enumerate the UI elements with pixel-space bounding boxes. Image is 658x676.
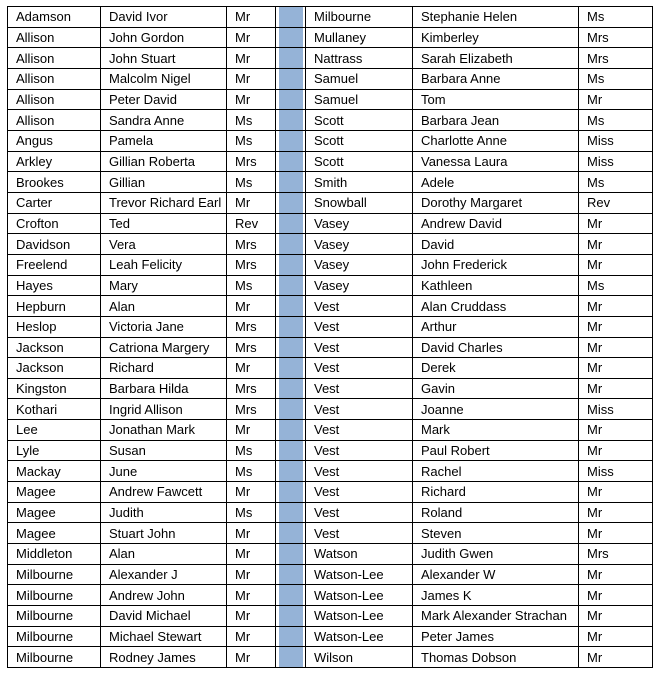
first-names-cell: Tom — [413, 89, 579, 110]
table-row — [8, 316, 653, 337]
title-cell: Mr — [227, 544, 276, 565]
first-names-cell: Pamela — [101, 130, 227, 151]
spacer-cell — [276, 585, 306, 606]
first-names-cell: Richard — [101, 358, 227, 379]
first-names-cell: Leah Felicity — [101, 254, 227, 275]
surname-cell: Davidson — [8, 234, 101, 255]
title-cell: Mr — [227, 626, 276, 647]
first-names-cell: Adele — [413, 172, 579, 193]
first-names-cell: Kathleen — [413, 275, 579, 296]
surname-cell: Vest — [306, 420, 413, 441]
first-names-cell: John Gordon — [101, 27, 227, 48]
surname-cell: Middleton — [8, 544, 101, 565]
table-row — [8, 523, 653, 544]
table-row — [8, 213, 653, 234]
surname-cell: Milbourne — [8, 606, 101, 627]
surname-cell: Adamson — [8, 7, 101, 28]
title-cell: Mr — [579, 482, 653, 503]
first-names-cell: Ingrid Allison — [101, 399, 227, 420]
first-names-cell: Peter James — [413, 626, 579, 647]
surname-cell: Kingston — [8, 378, 101, 399]
table-row — [8, 544, 653, 565]
title-cell: Ms — [227, 461, 276, 482]
surname-cell: Watson-Lee — [306, 626, 413, 647]
spacer-cell — [276, 502, 306, 523]
first-names-cell: Alexander W — [413, 564, 579, 585]
first-names-cell: Thomas Dobson — [413, 647, 579, 668]
title-cell: Mrs — [579, 27, 653, 48]
first-names-cell: Andrew John — [101, 585, 227, 606]
title-cell: Ms — [227, 502, 276, 523]
table-row — [8, 647, 653, 668]
first-names-cell: Andrew Fawcett — [101, 482, 227, 503]
spacer-cell — [276, 337, 306, 358]
surname-cell: Magee — [8, 502, 101, 523]
table-row — [8, 420, 653, 441]
surname-cell: Vest — [306, 337, 413, 358]
spacer-cell — [276, 89, 306, 110]
surname-cell: Vasey — [306, 213, 413, 234]
title-cell: Ms — [227, 440, 276, 461]
first-names-cell: Joanne — [413, 399, 579, 420]
surname-cell: Vasey — [306, 275, 413, 296]
surname-cell: Brookes — [8, 172, 101, 193]
first-names-cell: Judith — [101, 502, 227, 523]
surname-cell: Vest — [306, 316, 413, 337]
spacer-cell — [276, 296, 306, 317]
surname-cell: Watson-Lee — [306, 606, 413, 627]
first-names-cell: Sarah Elizabeth — [413, 48, 579, 69]
first-names-cell: Malcolm Nigel — [101, 68, 227, 89]
title-cell: Mrs — [227, 399, 276, 420]
names-table-body — [8, 7, 653, 668]
table-row — [8, 192, 653, 213]
title-cell: Mr — [579, 502, 653, 523]
first-names-cell: Rodney James — [101, 647, 227, 668]
table-row — [8, 564, 653, 585]
first-names-cell: Vera — [101, 234, 227, 255]
title-cell: Miss — [579, 130, 653, 151]
spacer-cell — [276, 378, 306, 399]
table-row — [8, 482, 653, 503]
surname-cell: Milbourne — [8, 585, 101, 606]
surname-cell: Magee — [8, 482, 101, 503]
title-cell: Mr — [227, 523, 276, 544]
surname-cell: Crofton — [8, 213, 101, 234]
title-cell: Mr — [227, 27, 276, 48]
first-names-cell: Barbara Hilda — [101, 378, 227, 399]
surname-cell: Vasey — [306, 234, 413, 255]
surname-cell: Allison — [8, 68, 101, 89]
surname-cell: Scott — [306, 130, 413, 151]
table-row — [8, 606, 653, 627]
first-names-cell: Richard — [413, 482, 579, 503]
surname-cell: Vest — [306, 399, 413, 420]
surname-cell: Mackay — [8, 461, 101, 482]
first-names-cell: Susan — [101, 440, 227, 461]
first-names-cell: Gillian — [101, 172, 227, 193]
title-cell: Mr — [579, 358, 653, 379]
surname-cell: Watson-Lee — [306, 585, 413, 606]
title-cell: Ms — [227, 110, 276, 131]
first-names-cell: Roland — [413, 502, 579, 523]
title-cell: Mr — [579, 647, 653, 668]
title-cell: Mrs — [227, 316, 276, 337]
first-names-cell: Stuart John — [101, 523, 227, 544]
title-cell: Ms — [227, 172, 276, 193]
spacer-cell — [276, 27, 306, 48]
first-names-cell: Barbara Anne — [413, 68, 579, 89]
surname-cell: Hayes — [8, 275, 101, 296]
first-names-cell: John Frederick — [413, 254, 579, 275]
surname-cell: Watson-Lee — [306, 564, 413, 585]
title-cell: Mrs — [227, 337, 276, 358]
title-cell: Mr — [227, 482, 276, 503]
spacer-cell — [276, 234, 306, 255]
spacer-cell — [276, 482, 306, 503]
table-row — [8, 626, 653, 647]
title-cell: Mr — [227, 48, 276, 69]
spacer-cell — [276, 7, 306, 28]
spacer-cell — [276, 358, 306, 379]
surname-cell: Allison — [8, 27, 101, 48]
title-cell: Mr — [227, 68, 276, 89]
spacer-cell — [276, 48, 306, 69]
surname-cell: Arkley — [8, 151, 101, 172]
spacer-cell — [276, 399, 306, 420]
surname-cell: Lee — [8, 420, 101, 441]
first-names-cell: Catriona Margery — [101, 337, 227, 358]
spacer-cell — [276, 192, 306, 213]
first-names-cell: Dorothy Margaret — [413, 192, 579, 213]
first-names-cell: Trevor Richard Earl — [101, 192, 227, 213]
surname-cell: Vest — [306, 461, 413, 482]
title-cell: Ms — [579, 172, 653, 193]
surname-cell: Wilson — [306, 647, 413, 668]
first-names-cell: Charlotte Anne — [413, 130, 579, 151]
surname-cell: Smith — [306, 172, 413, 193]
title-cell: Mr — [227, 192, 276, 213]
first-names-cell: James K — [413, 585, 579, 606]
title-cell: Miss — [579, 399, 653, 420]
spacer-cell — [276, 564, 306, 585]
table-row — [8, 337, 653, 358]
first-names-cell: Sandra Anne — [101, 110, 227, 131]
first-names-cell: Alan — [101, 296, 227, 317]
title-cell: Mrs — [227, 151, 276, 172]
spacer-cell — [276, 151, 306, 172]
first-names-cell: Derek — [413, 358, 579, 379]
surname-cell: Vasey — [306, 254, 413, 275]
table-row — [8, 254, 653, 275]
table-row — [8, 7, 653, 28]
spacer-cell — [276, 440, 306, 461]
spacer-cell — [276, 316, 306, 337]
spacer-cell — [276, 68, 306, 89]
table-row — [8, 440, 653, 461]
surname-cell: Lyle — [8, 440, 101, 461]
first-names-cell: June — [101, 461, 227, 482]
surname-cell: Vest — [306, 440, 413, 461]
title-cell: Mr — [227, 296, 276, 317]
title-cell: Mr — [227, 420, 276, 441]
title-cell: Mr — [579, 337, 653, 358]
spacer-cell — [276, 420, 306, 441]
table-row — [8, 130, 653, 151]
title-cell: Mr — [579, 420, 653, 441]
surname-cell: Kothari — [8, 399, 101, 420]
surname-cell: Scott — [306, 151, 413, 172]
title-cell: Mr — [579, 378, 653, 399]
title-cell: Mr — [579, 213, 653, 234]
table-row — [8, 68, 653, 89]
spacer-cell — [276, 254, 306, 275]
table-row — [8, 358, 653, 379]
surname-cell: Allison — [8, 110, 101, 131]
title-cell: Mr — [227, 7, 276, 28]
title-cell: Mrs — [579, 48, 653, 69]
first-names-cell: Jonathan Mark — [101, 420, 227, 441]
surname-cell: Milbourne — [8, 564, 101, 585]
table-row — [8, 296, 653, 317]
title-cell: Ms — [579, 68, 653, 89]
first-names-cell: Paul Robert — [413, 440, 579, 461]
surname-cell: Milbourne — [306, 7, 413, 28]
surname-cell: Vest — [306, 358, 413, 379]
title-cell: Mr — [579, 89, 653, 110]
first-names-cell: Mary — [101, 275, 227, 296]
surname-cell: Allison — [8, 89, 101, 110]
first-names-cell: David Ivor — [101, 7, 227, 28]
title-cell: Mr — [227, 89, 276, 110]
first-names-cell: Alan — [101, 544, 227, 565]
surname-cell: Snowball — [306, 192, 413, 213]
first-names-cell: Barbara Jean — [413, 110, 579, 131]
title-cell: Rev — [227, 213, 276, 234]
title-cell: Mrs — [227, 254, 276, 275]
title-cell: Mr — [579, 564, 653, 585]
surname-cell: Freelend — [8, 254, 101, 275]
spacer-cell — [276, 606, 306, 627]
title-cell: Mr — [579, 316, 653, 337]
spacer-cell — [276, 275, 306, 296]
surname-cell: Milbourne — [8, 626, 101, 647]
names-table — [7, 6, 653, 668]
surname-cell: Jackson — [8, 337, 101, 358]
first-names-cell: Kimberley — [413, 27, 579, 48]
first-names-cell: Victoria Jane — [101, 316, 227, 337]
spacer-cell — [276, 213, 306, 234]
title-cell: Mrs — [227, 378, 276, 399]
title-cell: Miss — [579, 461, 653, 482]
table-row — [8, 399, 653, 420]
title-cell: Mr — [227, 647, 276, 668]
surname-cell: Vest — [306, 296, 413, 317]
title-cell: Ms — [227, 130, 276, 151]
surname-cell: Heslop — [8, 316, 101, 337]
surname-cell: Magee — [8, 523, 101, 544]
spacer-cell — [276, 523, 306, 544]
table-row — [8, 234, 653, 255]
surname-cell: Milbourne — [8, 647, 101, 668]
first-names-cell: Stephanie Helen — [413, 7, 579, 28]
surname-cell: Angus — [8, 130, 101, 151]
first-names-cell: Alan Cruddass — [413, 296, 579, 317]
first-names-cell: Peter David — [101, 89, 227, 110]
surname-cell: Allison — [8, 48, 101, 69]
spacer-cell — [276, 110, 306, 131]
first-names-cell: Alexander J — [101, 564, 227, 585]
title-cell: Ms — [227, 275, 276, 296]
first-names-cell: David Charles — [413, 337, 579, 358]
spacer-cell — [276, 130, 306, 151]
spacer-cell — [276, 544, 306, 565]
surname-cell: Samuel — [306, 68, 413, 89]
first-names-cell: Ted — [101, 213, 227, 234]
title-cell: Mr — [227, 585, 276, 606]
spacer-cell — [276, 647, 306, 668]
spacer-cell — [276, 172, 306, 193]
surname-cell: Vest — [306, 378, 413, 399]
table-row — [8, 27, 653, 48]
surname-cell: Vest — [306, 482, 413, 503]
first-names-cell: John Stuart — [101, 48, 227, 69]
surname-cell: Vest — [306, 523, 413, 544]
table-row — [8, 151, 653, 172]
surname-cell: Jackson — [8, 358, 101, 379]
title-cell: Mr — [579, 585, 653, 606]
title-cell: Mr — [227, 358, 276, 379]
first-names-cell: David — [413, 234, 579, 255]
first-names-cell: Steven — [413, 523, 579, 544]
table-row — [8, 110, 653, 131]
table-row — [8, 461, 653, 482]
table-row — [8, 585, 653, 606]
title-cell: Mr — [579, 606, 653, 627]
spacer-cell — [276, 461, 306, 482]
first-names-cell: Mark — [413, 420, 579, 441]
first-names-cell: Andrew David — [413, 213, 579, 234]
title-cell: Mr — [579, 626, 653, 647]
table-row — [8, 502, 653, 523]
title-cell: Mr — [579, 234, 653, 255]
first-names-cell: Mark Alexander Strachan — [413, 606, 579, 627]
first-names-cell: Gavin — [413, 378, 579, 399]
table-row — [8, 275, 653, 296]
title-cell: Mr — [227, 564, 276, 585]
title-cell: Mr — [579, 254, 653, 275]
first-names-cell: Arthur — [413, 316, 579, 337]
title-cell: Ms — [579, 275, 653, 296]
table-row — [8, 48, 653, 69]
table-row — [8, 378, 653, 399]
first-names-cell: Judith Gwen — [413, 544, 579, 565]
surname-cell: Scott — [306, 110, 413, 131]
surname-cell: Watson — [306, 544, 413, 565]
first-names-cell: Rachel — [413, 461, 579, 482]
title-cell: Mrs — [579, 544, 653, 565]
surname-cell: Carter — [8, 192, 101, 213]
title-cell: Rev — [579, 192, 653, 213]
title-cell: Mrs — [227, 234, 276, 255]
title-cell: Mr — [579, 296, 653, 317]
surname-cell: Samuel — [306, 89, 413, 110]
spacer-cell — [276, 626, 306, 647]
first-names-cell: Vanessa Laura — [413, 151, 579, 172]
title-cell: Ms — [579, 110, 653, 131]
title-cell: Miss — [579, 151, 653, 172]
title-cell: Mr — [579, 440, 653, 461]
title-cell: Mr — [579, 523, 653, 544]
surname-cell: Mullaney — [306, 27, 413, 48]
surname-cell: Vest — [306, 502, 413, 523]
first-names-cell: David Michael — [101, 606, 227, 627]
title-cell: Ms — [579, 7, 653, 28]
title-cell: Mr — [227, 606, 276, 627]
table-row — [8, 89, 653, 110]
surname-cell: Hepburn — [8, 296, 101, 317]
surname-cell: Nattrass — [306, 48, 413, 69]
first-names-cell: Michael Stewart — [101, 626, 227, 647]
table-row — [8, 172, 653, 193]
first-names-cell: Gillian Roberta — [101, 151, 227, 172]
